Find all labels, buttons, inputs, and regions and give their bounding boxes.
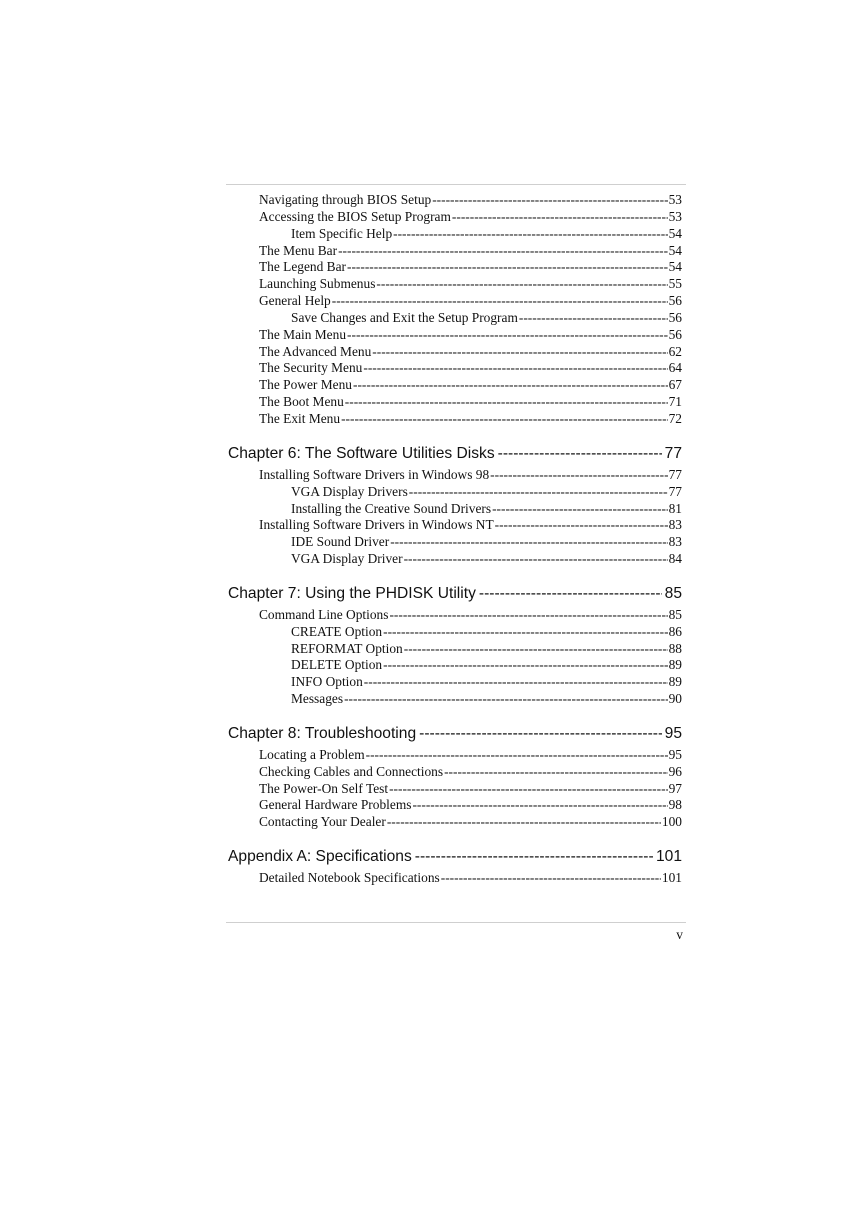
- toc-entry[interactable]: [228, 226, 682, 243]
- entry-page-number: 98: [668, 797, 682, 813]
- chapter-title: Appendix A: Specifications: [228, 848, 412, 866]
- dot-leader: [432, 192, 667, 209]
- dot-leader: [383, 624, 667, 641]
- table-of-contents: [228, 192, 682, 887]
- entry-page-number: 97: [668, 780, 682, 796]
- entry-page-number: 95: [668, 746, 682, 762]
- toc-entry[interactable]: [228, 870, 682, 887]
- chapter-title: Chapter 7: Using the PHDISK Utility: [228, 584, 476, 602]
- entry-page-number: 53: [668, 208, 682, 224]
- dot-leader: [363, 360, 667, 377]
- toc-entry[interactable]: [228, 467, 682, 484]
- dot-leader: [444, 764, 668, 781]
- entry-page-number: 89: [668, 674, 682, 690]
- entry-title: The Main Menu: [259, 326, 347, 342]
- entry-page-number: 53: [668, 192, 682, 207]
- toc-entry[interactable]: [228, 259, 682, 276]
- dot-leader: [389, 607, 667, 624]
- entry-page-number: 56: [668, 309, 682, 325]
- entry-title: Messages: [291, 691, 344, 707]
- entry-page-number: 83: [668, 517, 682, 533]
- dot-leader: [389, 781, 668, 798]
- toc-entry[interactable]: [228, 243, 682, 260]
- dot-leader: [353, 377, 668, 394]
- toc-entry[interactable]: [228, 641, 682, 658]
- toc-entry[interactable]: [228, 674, 682, 691]
- header-rule: [226, 184, 686, 185]
- entry-page-number: 54: [668, 259, 682, 275]
- entry-title: REFORMAT Option: [291, 640, 403, 656]
- toc-entry[interactable]: [228, 344, 682, 361]
- entry-page-number: 54: [668, 225, 682, 241]
- dot-leader: [419, 724, 662, 744]
- entry-title: Accessing the BIOS Setup Program: [259, 208, 451, 224]
- toc-entry[interactable]: [228, 691, 682, 708]
- dot-leader: [383, 657, 667, 674]
- chapter-page-number: 101: [655, 848, 682, 866]
- toc-entry[interactable]: [228, 394, 682, 411]
- toc-entry[interactable]: [228, 657, 682, 674]
- toc-entry[interactable]: [228, 747, 682, 764]
- dot-leader: [345, 394, 668, 411]
- entry-title: DELETE Option: [291, 657, 383, 673]
- toc-entry[interactable]: [228, 360, 682, 377]
- entry-title: Checking Cables and Connections: [259, 763, 444, 779]
- toc-entry[interactable]: [228, 607, 682, 624]
- entry-page-number: 83: [668, 534, 682, 550]
- entry-page-number: 84: [668, 551, 682, 567]
- chapter-page-number: 77: [664, 444, 682, 462]
- dot-leader: [404, 551, 668, 568]
- toc-chapter-heading[interactable]: [228, 584, 682, 604]
- toc-entry[interactable]: [228, 814, 682, 831]
- toc-chapter-heading[interactable]: [228, 724, 682, 744]
- chapter-title: Chapter 6: The Software Utilities Disks: [228, 444, 495, 462]
- entry-page-number: 89: [668, 657, 682, 673]
- entry-page-number: 64: [668, 360, 682, 376]
- entry-page-number: 100: [661, 814, 682, 830]
- entry-title: Save Changes and Exit the Setup Program: [291, 309, 518, 325]
- toc-chapter-heading[interactable]: [228, 847, 682, 867]
- chapter-page-number: 85: [664, 584, 682, 602]
- footer-rule: [226, 922, 686, 923]
- entry-title: VGA Display Drivers: [291, 483, 408, 499]
- entry-title: Detailed Notebook Specifications: [259, 870, 440, 886]
- entry-title: Item Specific Help: [291, 225, 393, 241]
- toc-entry[interactable]: [228, 327, 682, 344]
- entry-page-number: 55: [668, 276, 682, 292]
- dot-leader: [332, 293, 668, 310]
- toc-chapter-heading[interactable]: [228, 444, 682, 464]
- dot-leader: [372, 344, 667, 361]
- toc-entry[interactable]: [228, 484, 682, 501]
- dot-leader: [387, 814, 661, 831]
- dot-leader: [393, 226, 667, 243]
- dot-leader: [376, 276, 667, 293]
- dot-leader: [519, 310, 668, 327]
- entry-page-number: 81: [668, 500, 682, 516]
- dot-leader: [347, 327, 668, 344]
- dot-leader: [452, 209, 668, 226]
- toc-entry[interactable]: [228, 293, 682, 310]
- toc-entry[interactable]: [228, 501, 682, 518]
- dot-leader: [412, 797, 667, 814]
- entry-page-number: 67: [668, 377, 682, 393]
- entry-page-number: 86: [668, 623, 682, 639]
- toc-entry[interactable]: [228, 764, 682, 781]
- entry-title: The Menu Bar: [259, 242, 338, 258]
- dot-leader: [490, 467, 667, 484]
- chapter-title: Chapter 8: Troubleshooting: [228, 724, 417, 742]
- toc-entry[interactable]: [228, 310, 682, 327]
- toc-entry[interactable]: [228, 192, 682, 209]
- entry-page-number: 88: [668, 640, 682, 656]
- dot-leader: [366, 747, 668, 764]
- entry-page-number: 77: [668, 483, 682, 499]
- entry-title: The Power-On Self Test: [259, 780, 389, 796]
- entry-title: General Hardware Problems: [259, 797, 412, 813]
- dot-leader: [441, 870, 661, 887]
- dot-leader: [409, 484, 668, 501]
- entry-page-number: 56: [668, 326, 682, 342]
- entry-page-number: 101: [661, 870, 682, 886]
- entry-title: INFO Option: [291, 674, 363, 690]
- toc-entry[interactable]: [228, 624, 682, 641]
- toc-entry[interactable]: [228, 411, 682, 428]
- dot-leader: [338, 243, 668, 260]
- toc-entry[interactable]: [228, 534, 682, 551]
- dot-leader: [495, 517, 668, 534]
- entry-title: Installing the Creative Sound Drivers: [291, 500, 492, 516]
- entry-title: CREATE Option: [291, 623, 383, 639]
- entry-title: The Power Menu: [259, 377, 352, 393]
- toc-entry[interactable]: [228, 551, 682, 568]
- entry-title: The Boot Menu: [259, 394, 344, 410]
- entry-title: The Legend Bar: [259, 259, 346, 275]
- dot-leader: [341, 411, 668, 428]
- entry-title: The Exit Menu: [259, 410, 341, 426]
- entry-title: General Help: [259, 293, 331, 309]
- entry-page-number: 62: [668, 343, 682, 359]
- toc-entry[interactable]: [228, 377, 682, 394]
- entry-page-number: 77: [668, 466, 682, 482]
- toc-entry[interactable]: [228, 517, 682, 534]
- toc-entry[interactable]: [228, 276, 682, 293]
- page-number-footer: v: [676, 927, 683, 942]
- dot-leader: [415, 847, 653, 867]
- dot-leader: [364, 674, 668, 691]
- dot-leader: [347, 259, 668, 276]
- entry-title: VGA Display Driver: [291, 551, 403, 567]
- entry-title: Launching Submenus: [259, 276, 376, 292]
- entry-page-number: 90: [668, 691, 682, 707]
- entry-title: Installing Software Drivers in Windows 98: [259, 466, 490, 482]
- entry-title: The Advanced Menu: [259, 343, 372, 359]
- dot-leader: [498, 444, 662, 464]
- entry-page-number: 85: [668, 606, 682, 622]
- entry-title: Command Line Options: [259, 606, 389, 622]
- dot-leader: [479, 584, 662, 604]
- entry-title: Installing Software Drivers in Windows NT: [259, 517, 494, 533]
- chapter-page-number: 95: [664, 724, 682, 742]
- entry-page-number: 56: [668, 293, 682, 309]
- dot-leader: [404, 641, 668, 658]
- toc-entry[interactable]: [228, 781, 682, 798]
- entry-title: Contacting Your Dealer: [259, 814, 386, 830]
- entry-title: Locating a Problem: [259, 746, 365, 762]
- dot-leader: [492, 501, 668, 518]
- entry-page-number: 71: [668, 394, 682, 410]
- entry-page-number: 54: [668, 242, 682, 258]
- dot-leader: [390, 534, 667, 551]
- entry-title: Navigating through BIOS Setup: [259, 192, 432, 207]
- entry-title: IDE Sound Driver: [291, 534, 390, 550]
- entry-page-number: 96: [668, 763, 682, 779]
- toc-entry[interactable]: [228, 209, 682, 226]
- entry-title: The Security Menu: [259, 360, 363, 376]
- toc-entry[interactable]: [228, 797, 682, 814]
- entry-page-number: 72: [668, 410, 682, 426]
- dot-leader: [344, 691, 668, 708]
